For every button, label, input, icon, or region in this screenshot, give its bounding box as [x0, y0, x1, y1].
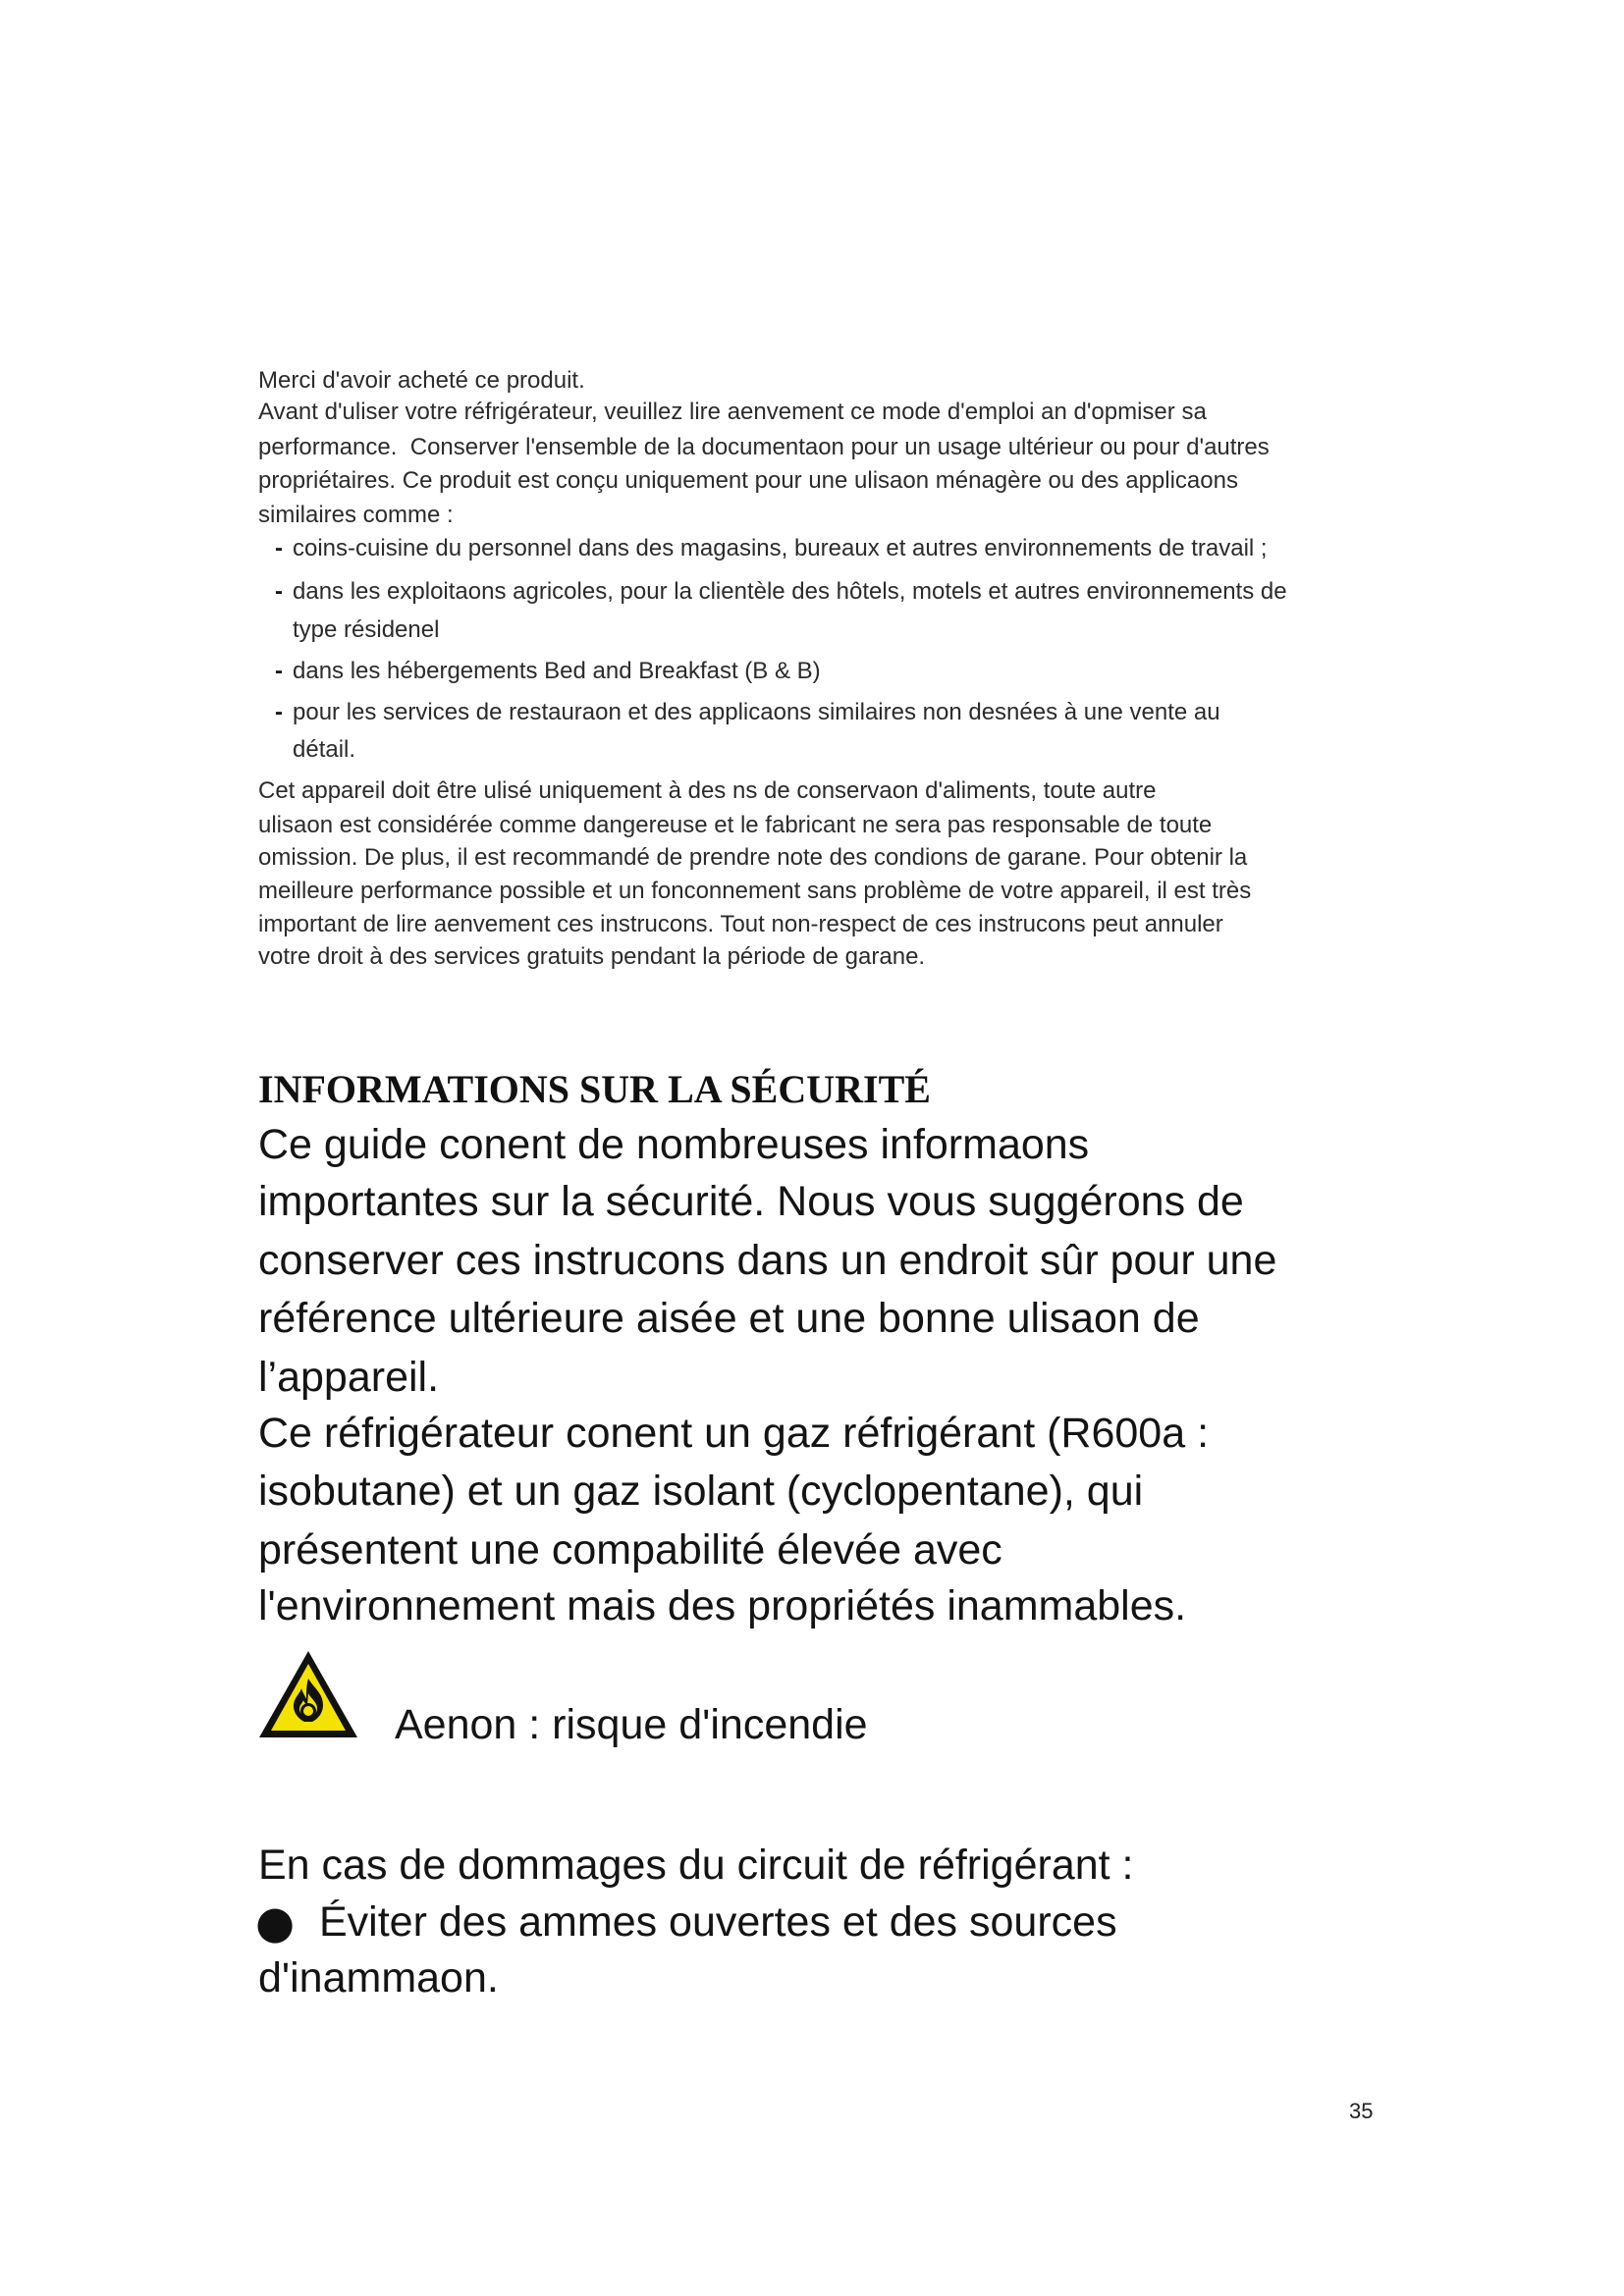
- list-item-continuation: type résidenel: [293, 616, 440, 643]
- safety-line: isobutane) et un gaz isolant (cyclopentane), qui: [258, 1468, 1144, 1515]
- list-item: dans les hébergements Bed and Breakfast (B & B): [293, 658, 821, 684]
- intro-line: performance. Conserver l'ensemble de la documentaon pour un usage ultérieur ou pour d'autres: [258, 434, 1270, 460]
- list-item: coins-cuisine du personnel dans des magasins, bureaux et autres environnements de travail ;: [293, 535, 1268, 561]
- intro-line: meilleure performance possible et un fonconnement sans problème de votre appareil, il est très: [258, 878, 1252, 904]
- safety-line: Ce réfrigérateur conent un gaz réfrigérant (R600a :: [258, 1410, 1210, 1457]
- intro-line: ulisaon est considérée comme dangereuse et le fabricant ne sera pas responsable de toute: [258, 812, 1213, 838]
- intro-line: important de lire aenvement ces instrucons. Tout non-respect de ces instrucons peut annuler: [258, 911, 1223, 937]
- list-dash: -: [275, 658, 283, 684]
- damage-intro: En cas de dommages du circuit de réfrigérant :: [258, 1842, 1134, 1889]
- intro-line: omission. De plus, il est recommandé de prendre note des condions de garane. Pour obtenir la: [258, 844, 1248, 871]
- intro-line: Cet appareil doit être ulisé uniquement à des ns de conservaon d'aliments, toute autre: [258, 777, 1157, 804]
- list-item-continuation: détail.: [293, 736, 356, 763]
- safety-line: présentent une compabilité élevée avec: [258, 1526, 1002, 1574]
- warning-text: Aenon : risque d'incendie: [395, 1701, 868, 1748]
- intro-line: Avant d'uliser votre réfrigérateur, veuillez lire aenvement ce mode d'emploi an d'opmiser sa: [258, 399, 1207, 425]
- page-number: 35: [1349, 2099, 1374, 2123]
- list-dash: -: [275, 578, 283, 605]
- bullet-item-continuation: d'inammaon.: [258, 1954, 499, 2002]
- section-heading: INFORMATIONS SUR LA SÉCURITÉ: [258, 1067, 931, 1111]
- safety-line: importantes sur la sécurité. Nous vous suggérons de: [258, 1178, 1244, 1225]
- intro-line: Merci d'avoir acheté ce produit.: [258, 367, 585, 394]
- list-item: dans les exploitaons agricoles, pour la clientèle des hôtels, motels et autres environnements de: [293, 578, 1287, 605]
- bullet-icon: ●: [255, 1896, 296, 1949]
- list-dash: -: [275, 699, 283, 725]
- safety-line: référence ultérieure aisée et une bonne ulisaon de: [258, 1295, 1200, 1342]
- safety-line: l'environnement mais des propriétés inammables.: [258, 1582, 1187, 1629]
- intro-line: similaires comme :: [258, 502, 454, 528]
- bullet-item: Éviter des ammes ouvertes et des sources: [319, 1898, 1117, 1946]
- list-dash: -: [275, 535, 283, 561]
- fire-hazard-warning-icon: [257, 1649, 359, 1739]
- intro-line: votre droit à des services gratuits pendant la période de garane.: [258, 943, 926, 970]
- safety-line: conserver ces instrucons dans un endroit sûr pour une: [258, 1237, 1277, 1284]
- safety-line: Ce guide conent de nombreuses informaons: [258, 1121, 1090, 1168]
- safety-line: l’appareil.: [258, 1354, 440, 1401]
- list-item: pour les services de restauraon et des applicaons similaires non desnées à une vente au: [293, 699, 1220, 725]
- intro-line: propriétaires. Ce produit est conçu uniquement pour une ulisaon ménagère ou des applicaons: [258, 467, 1238, 494]
